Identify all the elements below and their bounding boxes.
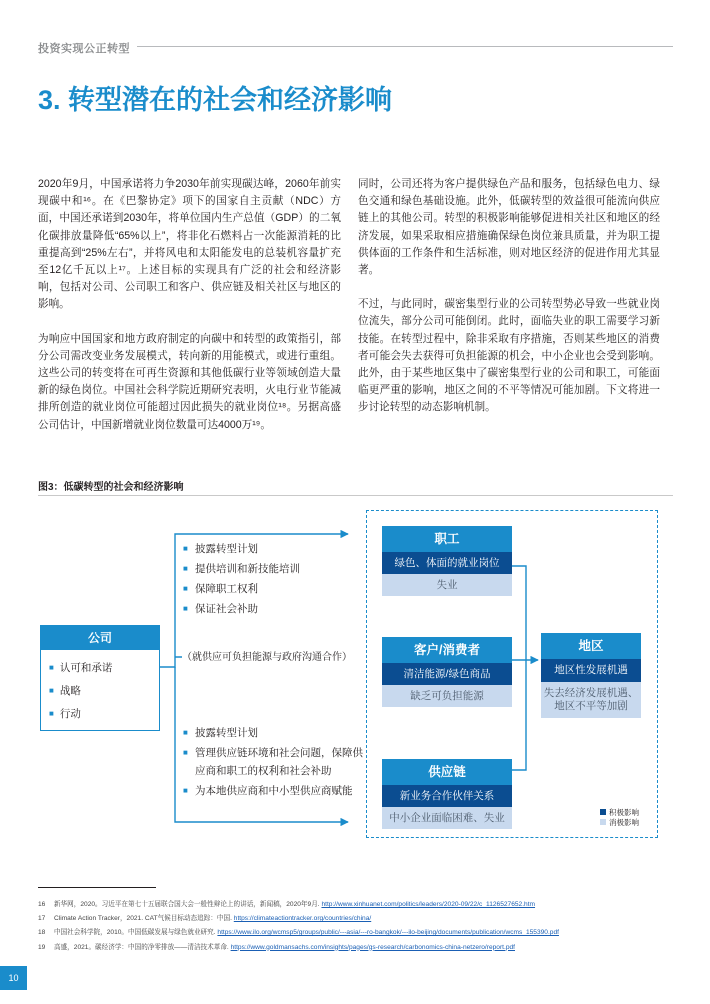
footnote-link[interactable]: https://climateactiontracker.org/countries/china/ xyxy=(233,915,372,923)
middle-note: （就供应可负担能源与政府沟通合作） xyxy=(182,648,362,663)
paragraph: 为响应中国国家和地方政府制定的向碳中和转型的政策指引，部分公司需改变业务发展模式，转向新的用能模式，或进行重组。这些公司的转变将在可再生资源和其他低碳行业等领域创造大量新的绿色岗位。中国社会科学院近期研究表明，火电行业节能减排所创造的就业岗位可能超过因此损失的就业岗位¹⁸。另据高盛公司估计，中国新增就业岗位数量可达4000万¹⁹。 xyxy=(38,332,341,431)
supply-chain-box xyxy=(382,759,512,829)
list-item: ■ 披露转型计划 xyxy=(183,724,368,742)
bottom-actions-list xyxy=(183,724,368,802)
bullet-icon: ■ xyxy=(49,663,54,672)
company-title: 公司 xyxy=(41,626,159,650)
bullet-icon: ■ xyxy=(49,686,54,695)
bullet-icon: ■ xyxy=(183,786,188,795)
region-negative: 失去经济发展机遇、地区不平等加剧 xyxy=(541,682,641,718)
running-head: 投资实现公正转型 xyxy=(38,43,130,55)
paragraph: 不过，与此同时，碳密集型行业的公司转型势必导致一些就业岗位流失，部分公司可能倒闭。此时，面临失业的职工需要学习新技能。在转型过程中，除非采取有序措施，否则某些地区的消费者可能会失去获得可负担能源的机会，中小企业也会受到影响。此外，由于某些地区集中了碳密集型行业的公司和职工，可能面临更严重的影响，地区之间的不平等情况可能加剧。下文将进一步讨论转型的动态影响机制。 xyxy=(358,298,660,414)
footnote-link[interactable]: https://www.ilo.org/wcmsp5/groups/public/---asia/---ro-bangkok/---ilo-beijing/documents/publication/wcms_155390.pdf xyxy=(217,929,559,937)
company-item: ■ 战略 xyxy=(49,685,81,697)
region-positive: 地区性发展机遇 xyxy=(541,659,641,682)
supply-chain-title: 供应链 xyxy=(382,759,512,785)
consumers-box xyxy=(382,637,512,707)
company-item: ■ 认可和承诺 xyxy=(49,662,113,674)
footnote-link[interactable]: http://www.xinhuanet.com/politics/leaders/2020-09/22/c_1126527652.htm xyxy=(321,901,536,908)
bullet-icon: ■ xyxy=(183,584,188,593)
footnote-link[interactable]: https://www.goldmansachs.com/insights/pages/gs-research/carbonomics-china-netzero/report.pdf xyxy=(230,943,515,951)
list-item: ■ 保证社会补助 xyxy=(183,600,348,618)
footnote: 16 新华网，2020。习近平在第七十五届联合国大会一般性辩论上的讲话，新闻稿，2020年9月. http://www.xinhuanet.com/politics/leaders/2020-09/22/c_1126527652.htm xyxy=(38,901,536,908)
bullet-icon: ■ xyxy=(183,748,188,757)
consumers-title: 客户/消费者 xyxy=(382,637,512,663)
bullet-icon: ■ xyxy=(183,564,188,573)
list-item: ■ 管理供应链环境和社会问题，保障供应商和职工的权利和社会补助 xyxy=(183,744,368,780)
list-item: ■ 披露转型计划 xyxy=(183,540,348,558)
workers-box xyxy=(382,526,512,596)
supply-chain-positive: 新业务合作伙伴关系 xyxy=(382,785,512,807)
workers-title: 职工 xyxy=(382,526,512,552)
workers-positive: 绿色、体面的就业岗位 xyxy=(382,552,512,574)
bullet-icon: ■ xyxy=(49,709,54,718)
bullet-icon: ■ xyxy=(183,544,188,553)
legend-positive: 积极影响 xyxy=(600,808,639,818)
legend-swatch xyxy=(600,809,606,815)
consumers-positive: 清洁能源/绿色商品 xyxy=(382,663,512,685)
consumers-negative: 缺乏可负担能源 xyxy=(382,685,512,707)
footnotes xyxy=(38,898,678,955)
footnote: 19 高盛，2021。碳经济学：中国的净零排放——清洁技术革命. https://www.goldmansachs.com/insights/pages/gs-research/carbonomics-china-netzero/report.pdf xyxy=(38,943,515,951)
section-title: 3. 转型潜在的社会和经济影响 xyxy=(38,85,393,115)
figure-title: 图3：低碳转型的社会和经济影响 xyxy=(38,482,184,493)
workers-negative: 失业 xyxy=(382,574,512,596)
bullet-icon: ■ xyxy=(183,728,188,737)
paragraph: 同时，公司还将为客户提供绿色产品和服务，包括绿色电力、绿色交通和绿色基础设施。此外，低碳转型的效益很可能流向供应链上的其他公司。转型的积极影响能够促进相关社区和地区的经济发展，如果采取相应措施确保绿色岗位兼具质量，并为职工提供体面的工作条件和生活标准，则对地区经济的促进作用尤其显著。 xyxy=(358,178,660,277)
footnote: 17 Climate Action Tracker，2021. CAT气候目标动态追踪：中国. https://climateactiontracker.org/countries/china/ xyxy=(38,915,372,923)
supply-chain-negative: 中小企业面临困难、失业 xyxy=(382,807,512,829)
list-item: ■ 为本地供应商和中小型供应商赋能 xyxy=(183,782,368,800)
legend-swatch xyxy=(600,819,606,825)
region-box xyxy=(541,633,641,718)
footnote-rule xyxy=(38,887,156,888)
paragraph: 2020年9月，中国承诺将力争2030年前实现碳达峰，2060年前实现碳中和¹⁶。在《巴黎协定》项下的国家自主贡献（NDC）方面，中国还承诺到2030年，将单位国内生产总值（GDP）的二氧化碳排放量降低“65%以上”，将非化石燃料占一次能源消耗的比重提高到“25%左右”，并将风电和太阳能发电的总装机容量扩充至12亿千瓦以上¹⁷。上述目标的实现具有广泛的社会和经济影响，包括对公司、公司职工和客户、供应链及相关社区与地区的影响。 xyxy=(38,178,341,311)
company-item: ■ 行动 xyxy=(49,708,81,720)
company-box xyxy=(40,625,160,731)
legend-negative: 消极影响 xyxy=(600,818,639,828)
bullet-icon: ■ xyxy=(183,604,188,613)
region-title: 地区 xyxy=(541,633,641,659)
legend xyxy=(600,808,639,828)
footnote: 18 中国社会科学院，2010。中国低碳发展与绿色就业研究. https://www.ilo.org/wcmsp5/groups/public/---asia/---ro-bangkok/---ilo-beijing/documents/publication/wcms_155390.pdf xyxy=(38,929,559,937)
page-number: 10 xyxy=(0,966,27,990)
list-item: ■ 保障职工权利 xyxy=(183,580,348,598)
list-item: ■ 提供培训和新技能培训 xyxy=(183,560,348,578)
top-actions-list xyxy=(183,540,348,620)
